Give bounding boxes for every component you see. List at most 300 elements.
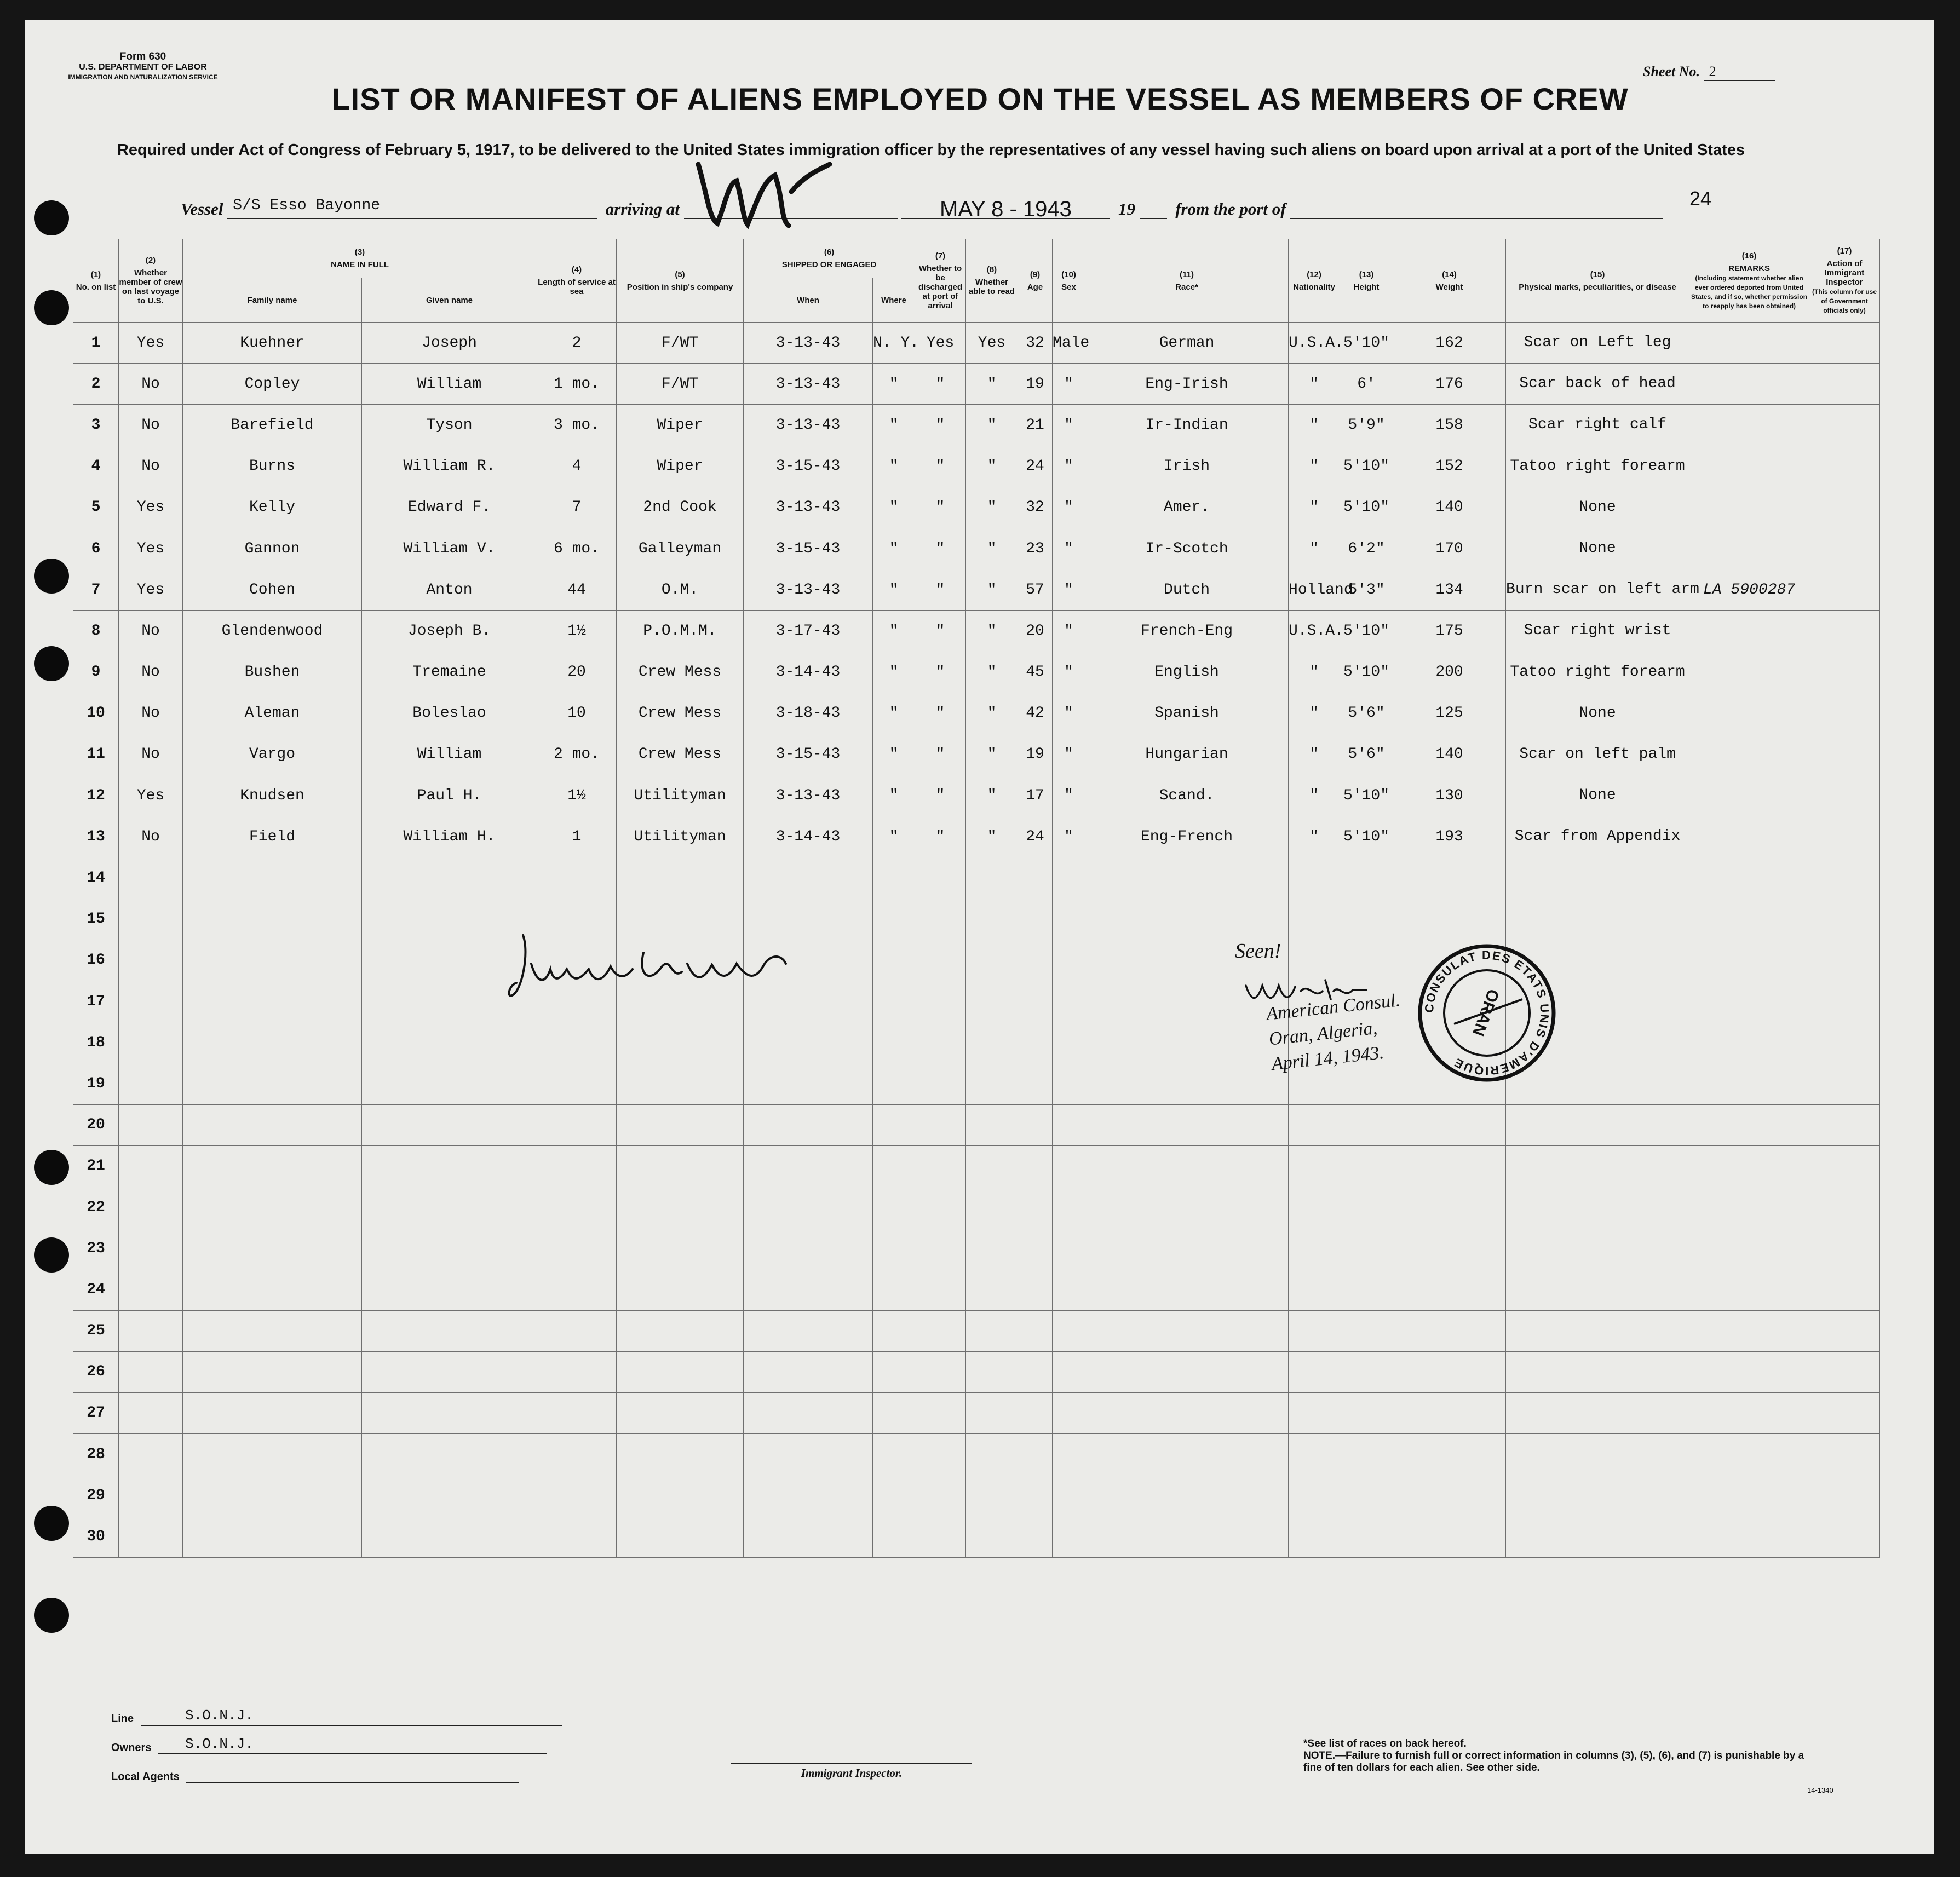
- service-length-cell: [537, 1516, 617, 1557]
- nationality-cell: [1289, 1104, 1340, 1145]
- discharged-cell: [915, 1310, 966, 1351]
- shipped-where-cell: ": [873, 652, 915, 693]
- physical-marks-cell: None: [1506, 693, 1689, 734]
- family-name-cell: [183, 1434, 362, 1475]
- height-cell: [1340, 1475, 1393, 1516]
- inspector-action-cell: [1809, 816, 1880, 857]
- read-cell: [966, 1063, 1018, 1104]
- family-name-cell: [183, 1269, 362, 1310]
- nationality-cell: ": [1289, 652, 1340, 693]
- row-number: 24: [73, 1269, 119, 1310]
- row-number: 12: [73, 775, 119, 816]
- discharged-cell: [915, 1187, 966, 1228]
- position-cell: 2nd Cook: [617, 487, 744, 528]
- position-cell: [617, 1104, 744, 1145]
- line-value: S.O.N.J.: [141, 1707, 562, 1726]
- shipped-when-cell: 3-13-43: [744, 569, 873, 611]
- shipped-where-cell: [873, 1392, 915, 1433]
- read-cell: ": [966, 528, 1018, 569]
- col-header-remarks: (16) REMARKS (Including statement whether alien ever ordered deported from United States, and if so, whether permission to reapply has been obtained): [1689, 239, 1809, 323]
- year-prefix: 19: [1118, 199, 1135, 218]
- service-length-cell: 20: [537, 652, 617, 693]
- sex-cell: ": [1053, 611, 1085, 652]
- remarks-cell: [1689, 1351, 1809, 1392]
- race-cell: English: [1085, 652, 1289, 693]
- remarks-cell: [1689, 1145, 1809, 1187]
- nationality-cell: ": [1289, 775, 1340, 816]
- remarks-cell: [1689, 775, 1809, 816]
- owners-label: Owners: [111, 1742, 152, 1754]
- discharged-cell: [915, 1351, 966, 1392]
- race-cell: Eng-French: [1085, 816, 1289, 857]
- prev-voyage-cell: [119, 1269, 183, 1310]
- age-cell: 24: [1018, 446, 1053, 487]
- read-cell: [966, 981, 1018, 1022]
- col-header-service: (4) Length of service at sea: [537, 239, 617, 323]
- height-cell: [1340, 1145, 1393, 1187]
- remarks-cell: [1689, 816, 1809, 857]
- discharged-cell: [915, 899, 966, 940]
- read-cell: Yes: [966, 323, 1018, 364]
- inspector-action-cell: [1809, 1269, 1880, 1310]
- discharged-cell: [915, 1063, 966, 1104]
- shipped-when-cell: 3-15-43: [744, 734, 873, 775]
- remarks-cell: [1689, 857, 1809, 899]
- sheet-number: [1643, 64, 1775, 81]
- height-cell: [1340, 1310, 1393, 1351]
- prev-voyage-cell: [119, 1516, 183, 1557]
- family-name-cell: Glendenwood: [183, 611, 362, 652]
- inspector-action-cell: [1809, 857, 1880, 899]
- race-cell: [1085, 1269, 1289, 1310]
- prev-voyage-cell: No: [119, 816, 183, 857]
- row-number: 25: [73, 1310, 119, 1351]
- height-cell: [1340, 899, 1393, 940]
- given-name-cell: [362, 1187, 537, 1228]
- shipped-where-cell: ": [873, 734, 915, 775]
- shipped-when-cell: 3-18-43: [744, 693, 873, 734]
- read-cell: [966, 1145, 1018, 1187]
- table-row: [73, 1434, 1880, 1475]
- consul-date: April 14, 1943.: [1271, 1042, 1385, 1075]
- service-length-cell: 1: [537, 816, 617, 857]
- family-name-cell: [183, 899, 362, 940]
- prev-voyage-cell: [119, 1104, 183, 1145]
- service-length-cell: 44: [537, 569, 617, 611]
- family-name-cell: Vargo: [183, 734, 362, 775]
- position-cell: Utilityman: [617, 775, 744, 816]
- prev-voyage-cell: No: [119, 405, 183, 446]
- discharged-cell: ": [915, 569, 966, 611]
- height-cell: 5'6": [1340, 693, 1393, 734]
- discharged-cell: ": [915, 734, 966, 775]
- position-cell: O.M.: [617, 569, 744, 611]
- race-cell: Dutch: [1085, 569, 1289, 611]
- table-row: [73, 1187, 1880, 1228]
- age-cell: 23: [1018, 528, 1053, 569]
- manifest-count: 24: [1689, 187, 1712, 210]
- shipped-when-cell: 3-17-43: [744, 611, 873, 652]
- col-header-no: (1) No. on list: [73, 239, 119, 323]
- row-number: 18: [73, 1022, 119, 1063]
- nationality-cell: [1289, 1187, 1340, 1228]
- family-name-cell: Bushen: [183, 652, 362, 693]
- age-cell: [1018, 899, 1053, 940]
- weight-cell: 130: [1393, 775, 1506, 816]
- row-number: 13: [73, 816, 119, 857]
- age-cell: 20: [1018, 611, 1053, 652]
- inspector-action-cell: [1809, 405, 1880, 446]
- family-name-cell: Kuehner: [183, 323, 362, 364]
- table-row: [73, 1269, 1880, 1310]
- sex-cell: [1053, 1063, 1085, 1104]
- inspector-action-cell: [1809, 981, 1880, 1022]
- family-name-cell: [183, 1392, 362, 1433]
- age-cell: [1018, 1392, 1053, 1433]
- discharged-cell: [915, 1516, 966, 1557]
- shipped-where-cell: ": [873, 528, 915, 569]
- family-name-cell: Aleman: [183, 693, 362, 734]
- shipped-where-cell: [873, 1310, 915, 1351]
- remarks-cell: [1689, 364, 1809, 405]
- sex-cell: [1053, 1022, 1085, 1063]
- shipped-where-cell: ": [873, 816, 915, 857]
- position-cell: Crew Mess: [617, 693, 744, 734]
- shipped-where-cell: ": [873, 693, 915, 734]
- given-name-cell: Edward F.: [362, 487, 537, 528]
- prev-voyage-cell: [119, 1145, 183, 1187]
- shipped-when-cell: 3-13-43: [744, 487, 873, 528]
- service-length-cell: [537, 1475, 617, 1516]
- owners-value: S.O.N.J.: [158, 1736, 547, 1754]
- inspector-action-cell: [1809, 1145, 1880, 1187]
- shipped-where-cell: ": [873, 364, 915, 405]
- physical-marks-cell: None: [1506, 487, 1689, 528]
- family-name-cell: Burns: [183, 446, 362, 487]
- physical-marks-cell: None: [1506, 775, 1689, 816]
- age-cell: 21: [1018, 405, 1053, 446]
- table-row: [73, 693, 1880, 734]
- given-name-cell: Paul H.: [362, 775, 537, 816]
- physical-marks-cell: Scar back of head: [1506, 364, 1689, 405]
- nationality-cell: ": [1289, 405, 1340, 446]
- table-row: [73, 1145, 1880, 1187]
- race-cell: [1085, 899, 1289, 940]
- race-cell: [1085, 1475, 1289, 1516]
- age-cell: [1018, 1187, 1053, 1228]
- inspector-action-cell: [1809, 940, 1880, 981]
- prev-voyage-cell: [119, 1187, 183, 1228]
- shipped-where-cell: [873, 857, 915, 899]
- family-name-cell: Cohen: [183, 569, 362, 611]
- position-cell: Wiper: [617, 405, 744, 446]
- row-number: 15: [73, 899, 119, 940]
- arrival-date-stamp: MAY 8 - 1943: [901, 197, 1110, 219]
- inspector-action-cell: [1809, 611, 1880, 652]
- shipped-where-cell: ": [873, 405, 915, 446]
- weight-cell: [1393, 1434, 1506, 1475]
- position-cell: [617, 1351, 744, 1392]
- sex-cell: ": [1053, 364, 1085, 405]
- shipped-where-cell: [873, 1434, 915, 1475]
- age-cell: [1018, 981, 1053, 1022]
- height-cell: [1340, 1392, 1393, 1433]
- shipped-where-cell: ": [873, 569, 915, 611]
- age-cell: 57: [1018, 569, 1053, 611]
- prev-voyage-cell: [119, 1434, 183, 1475]
- position-cell: [617, 1516, 744, 1557]
- sex-cell: [1053, 857, 1085, 899]
- discharged-cell: ": [915, 816, 966, 857]
- service-length-cell: [537, 1351, 617, 1392]
- sex-cell: [1053, 899, 1085, 940]
- col-header-given-name: Given name: [362, 278, 537, 323]
- read-cell: ": [966, 693, 1018, 734]
- col-header-action: (17) Action of Immigrant Inspector (This column for use of Government officials only): [1809, 239, 1880, 323]
- consul-location: Oran, Algeria,: [1268, 1017, 1378, 1050]
- read-cell: ": [966, 775, 1018, 816]
- inspector-action-cell: [1809, 1063, 1880, 1104]
- position-cell: Crew Mess: [617, 734, 744, 775]
- shipped-where-cell: [873, 1022, 915, 1063]
- discharged-cell: ": [915, 487, 966, 528]
- position-cell: Utilityman: [617, 816, 744, 857]
- position-cell: F/WT: [617, 323, 744, 364]
- shipped-when-cell: [744, 1392, 873, 1433]
- discharged-cell: [915, 1269, 966, 1310]
- given-name-cell: Tyson: [362, 405, 537, 446]
- prev-voyage-cell: Yes: [119, 487, 183, 528]
- prev-voyage-cell: No: [119, 693, 183, 734]
- given-name-cell: Anton: [362, 569, 537, 611]
- service-length-cell: 6 mo.: [537, 528, 617, 569]
- shipped-where-cell: [873, 981, 915, 1022]
- col-header-prev-voyage: (2) Whether member of crew on last voyage to U.S.: [119, 239, 183, 323]
- seen-annotation: Seen!: [1235, 940, 1281, 963]
- height-cell: 5'9": [1340, 405, 1393, 446]
- consulate-seal: [1416, 942, 1558, 1084]
- shipped-where-cell: [873, 1351, 915, 1392]
- service-length-cell: [537, 1187, 617, 1228]
- row-number: 9: [73, 652, 119, 693]
- discharged-cell: ": [915, 693, 966, 734]
- read-cell: [966, 1104, 1018, 1145]
- physical-marks-cell: [1506, 857, 1689, 899]
- family-name-cell: Kelly: [183, 487, 362, 528]
- sex-cell: ": [1053, 446, 1085, 487]
- weight-cell: [1393, 1475, 1506, 1516]
- weight-cell: [1393, 1351, 1506, 1392]
- punch-hole: [34, 559, 69, 594]
- col-header-shipped: (6) SHIPPED OR ENGAGED: [744, 239, 915, 278]
- family-name-cell: [183, 1145, 362, 1187]
- from-port-label: from the port of: [1175, 199, 1286, 218]
- weight-cell: 140: [1393, 487, 1506, 528]
- sex-cell: Male: [1053, 323, 1085, 364]
- age-cell: [1018, 1269, 1053, 1310]
- age-cell: [1018, 1104, 1053, 1145]
- read-cell: [966, 1475, 1018, 1516]
- given-name-cell: [362, 1269, 537, 1310]
- arriving-label: arriving at: [605, 199, 680, 218]
- weight-cell: [1393, 1269, 1506, 1310]
- read-cell: ": [966, 816, 1018, 857]
- discharged-cell: [915, 1434, 966, 1475]
- service-length-cell: [537, 1022, 617, 1063]
- prev-voyage-cell: No: [119, 364, 183, 405]
- prev-voyage-cell: [119, 940, 183, 981]
- height-cell: [1340, 1434, 1393, 1475]
- sheet-number-value: 2: [1704, 64, 1775, 81]
- age-cell: [1018, 857, 1053, 899]
- position-cell: [617, 1187, 744, 1228]
- age-cell: 17: [1018, 775, 1053, 816]
- family-name-cell: [183, 981, 362, 1022]
- prev-voyage-cell: No: [119, 611, 183, 652]
- nationality-cell: ": [1289, 446, 1340, 487]
- read-cell: ": [966, 446, 1018, 487]
- height-cell: [1340, 1269, 1393, 1310]
- race-cell: [1085, 1310, 1289, 1351]
- height-cell: 5'10": [1340, 323, 1393, 364]
- weight-cell: 125: [1393, 693, 1506, 734]
- inspector-action-cell: [1809, 693, 1880, 734]
- prev-voyage-cell: [119, 1475, 183, 1516]
- shipped-where-cell: [873, 1063, 915, 1104]
- height-cell: 5'10": [1340, 487, 1393, 528]
- family-name-cell: [183, 1228, 362, 1269]
- table-row: [73, 981, 1880, 1022]
- discharged-cell: ": [915, 775, 966, 816]
- race-cell: [1085, 1228, 1289, 1269]
- race-cell: Ir-Scotch: [1085, 528, 1289, 569]
- age-cell: [1018, 940, 1053, 981]
- inspector-action-cell: [1809, 1310, 1880, 1351]
- nationality-cell: [1289, 1269, 1340, 1310]
- race-cell: [1085, 1104, 1289, 1145]
- remarks-cell: [1689, 1269, 1809, 1310]
- height-cell: 5'10": [1340, 816, 1393, 857]
- nationality-cell: [1289, 899, 1340, 940]
- weight-cell: 134: [1393, 569, 1506, 611]
- height-cell: [1340, 1104, 1393, 1145]
- race-cell: [1085, 1434, 1289, 1475]
- nationality-cell: ": [1289, 734, 1340, 775]
- shipped-when-cell: 3-13-43: [744, 364, 873, 405]
- weight-cell: 140: [1393, 734, 1506, 775]
- family-name-cell: [183, 940, 362, 981]
- remarks-cell: [1689, 405, 1809, 446]
- page-title: LIST OR MANIFEST OF ALIENS EMPLOYED ON THE VESSEL AS MEMBERS OF CREW: [331, 82, 1629, 116]
- sex-cell: [1053, 1351, 1085, 1392]
- master-signature: [507, 931, 802, 1002]
- physical-marks-cell: [1506, 1392, 1689, 1433]
- physical-marks-cell: Tatoo right forearm: [1506, 652, 1689, 693]
- form-identifier: [53, 51, 233, 83]
- family-name-cell: Copley: [183, 364, 362, 405]
- weight-cell: 158: [1393, 405, 1506, 446]
- shipped-when-cell: 3-15-43: [744, 528, 873, 569]
- inspector-action-cell: [1809, 1475, 1880, 1516]
- nationality-cell: ": [1289, 816, 1340, 857]
- table-row: [73, 611, 1880, 652]
- shipped-when-cell: 3-13-43: [744, 323, 873, 364]
- row-number: 28: [73, 1434, 119, 1475]
- shipped-where-cell: [873, 899, 915, 940]
- inspector-action-cell: [1809, 446, 1880, 487]
- races-note: *See list of races on back hereof.: [1303, 1738, 1467, 1749]
- service-length-cell: 3 mo.: [537, 405, 617, 446]
- inspector-action-cell: [1809, 775, 1880, 816]
- physical-marks-cell: Scar from Appendix: [1506, 816, 1689, 857]
- sex-cell: ": [1053, 528, 1085, 569]
- col-header-family-name: Family name: [183, 278, 362, 323]
- remarks-cell: [1689, 981, 1809, 1022]
- family-name-cell: [183, 1310, 362, 1351]
- age-cell: [1018, 1434, 1053, 1475]
- prev-voyage-cell: [119, 1022, 183, 1063]
- weight-cell: [1393, 1516, 1506, 1557]
- inspector-action-cell: [1809, 1228, 1880, 1269]
- col-header-position: (5) Position in ship's company: [617, 239, 744, 323]
- service-length-cell: 2: [537, 323, 617, 364]
- sex-cell: ": [1053, 816, 1085, 857]
- height-cell: 6'2": [1340, 528, 1393, 569]
- prev-voyage-cell: [119, 899, 183, 940]
- local-agents-label: Local Agents: [111, 1771, 180, 1783]
- physical-marks-cell: [1506, 1269, 1689, 1310]
- local-agents-value: [186, 1764, 519, 1783]
- height-cell: 6': [1340, 364, 1393, 405]
- punch-hole: [34, 1237, 69, 1273]
- prev-voyage-cell: [119, 857, 183, 899]
- table-row: [73, 487, 1880, 528]
- nationality-cell: [1289, 1145, 1340, 1187]
- sex-cell: [1053, 940, 1085, 981]
- service-length-cell: 10: [537, 693, 617, 734]
- row-number: 27: [73, 1392, 119, 1433]
- position-cell: F/WT: [617, 364, 744, 405]
- physical-marks-cell: [1506, 1475, 1689, 1516]
- race-cell: Amer.: [1085, 487, 1289, 528]
- age-cell: 32: [1018, 323, 1053, 364]
- remarks-cell: [1689, 323, 1809, 364]
- weight-cell: [1393, 1392, 1506, 1433]
- read-cell: [966, 940, 1018, 981]
- age-cell: 24: [1018, 816, 1053, 857]
- vessel-label: Vessel: [181, 199, 223, 218]
- nationality-cell: [1289, 1228, 1340, 1269]
- height-cell: 5'3": [1340, 569, 1393, 611]
- inspector-action-cell: [1809, 652, 1880, 693]
- position-cell: [617, 1392, 744, 1433]
- service-length-cell: [537, 1228, 617, 1269]
- inspector-action-cell: [1809, 528, 1880, 569]
- row-number: 5: [73, 487, 119, 528]
- seal-ring-text: CONSULAT DES ETATS UNIS D'AMERIQUE: [1422, 948, 1552, 1078]
- shipped-when-cell: [744, 1145, 873, 1187]
- service-length-cell: [537, 1104, 617, 1145]
- physical-marks-cell: [1506, 899, 1689, 940]
- age-cell: 32: [1018, 487, 1053, 528]
- height-cell: [1340, 1516, 1393, 1557]
- sex-cell: ": [1053, 734, 1085, 775]
- table-row: [73, 569, 1880, 611]
- position-cell: Galleyman: [617, 528, 744, 569]
- nationality-cell: ": [1289, 693, 1340, 734]
- physical-marks-cell: Scar right wrist: [1506, 611, 1689, 652]
- row-number: 26: [73, 1351, 119, 1392]
